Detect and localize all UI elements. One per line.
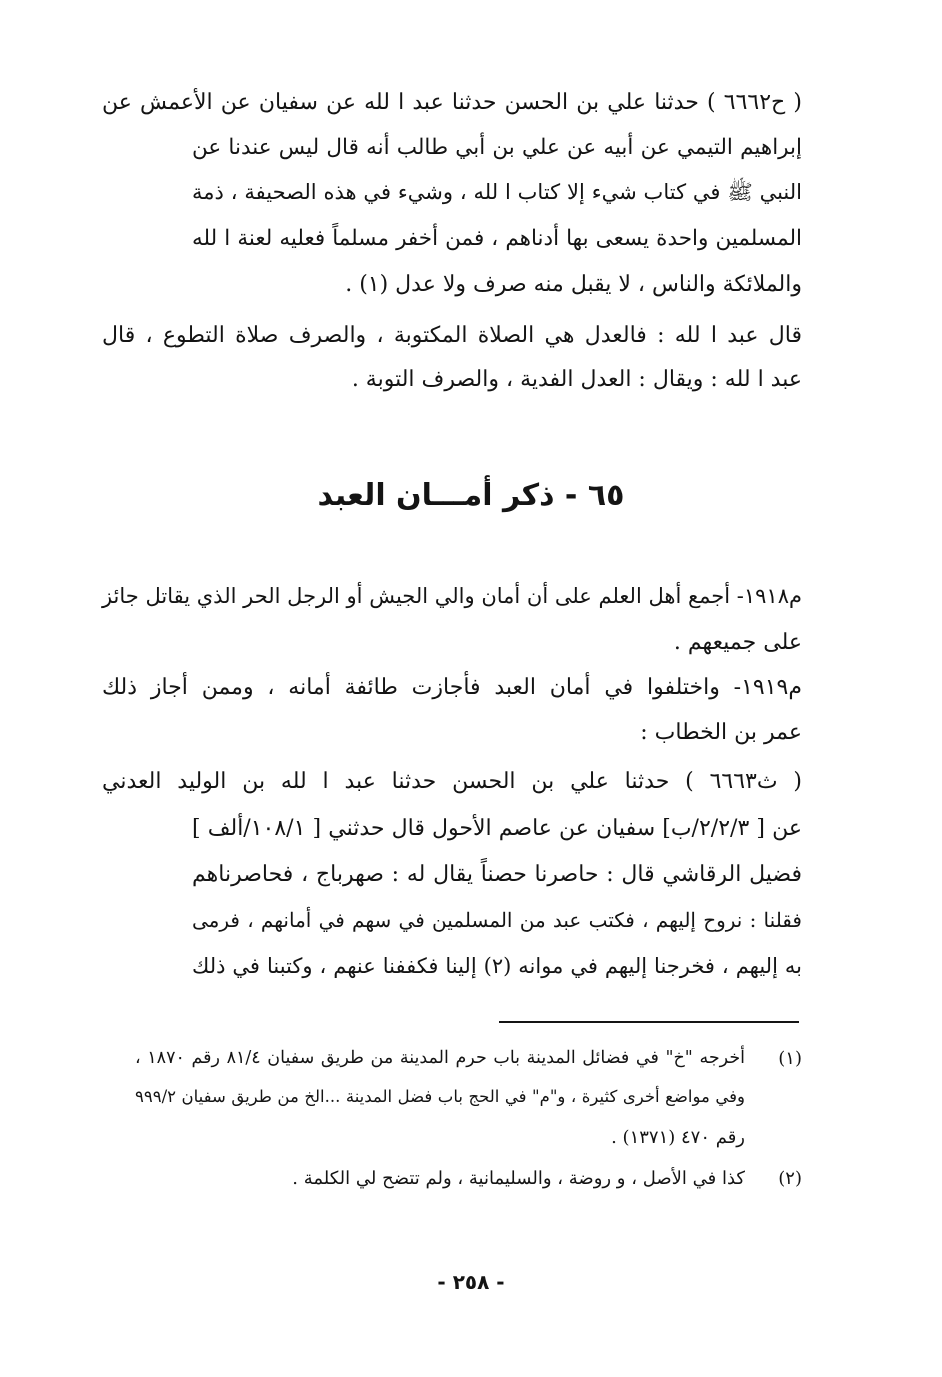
text-line: فضيل الرقاشي قال : حاصرنا حصناً يقال له : صهرباج ، فحاصرناهم bbox=[192, 862, 802, 887]
text-line: النبي ﷺ في كتاب شيء إلا كتاب ا لله ، وشيء في هذه الصحيفة ، ذمة bbox=[192, 180, 802, 204]
text-line: والملائكة والناس ، لا يقبل منه صرف ولا عدل (١) . bbox=[345, 272, 802, 297]
footnote-line: رقم ٤٧٠ (١٣٧١) . bbox=[611, 1127, 745, 1148]
text-line: عبد ا لله : ويقال : العدل الفدية ، والصرف التوبة . bbox=[351, 367, 802, 392]
text-line: إبراهيم التيمي عن أبيه عن علي بن أبي طالب أنه قال ليس عندنا عن bbox=[192, 135, 802, 160]
text-line: المسلمين واحدة يسعى بها أدناهم ، فمن أخفر مسلماً فعليه لعنة ا لله bbox=[192, 226, 802, 251]
footnote-number: (٢) bbox=[778, 1168, 802, 1189]
text-line: قال عبد ا لله : فالعدل هي الصلاة المكتوبة ، والصرف صلاة التطوع ، قال bbox=[102, 323, 802, 348]
footnote-line: كذا في الأصل ، و روضة ، والسليمانية ، ولم تتضح لي الكلمة . bbox=[292, 1168, 745, 1189]
text-line: ( ح٦٦٦٢ ) حدثنا علي بن الحسن حدثنا عبد ا لله عن سفيان عن الأعمش عن bbox=[102, 90, 802, 115]
text-line: عمر بن الخطاب : bbox=[640, 720, 802, 745]
text-line: م١٩١٨- أجمع أهل العلم على أن أمان والي الجيش أو الرجل الحر الذي يقاتل جائز bbox=[101, 584, 802, 608]
page-number: - ٢٥٨ - bbox=[437, 1270, 505, 1294]
text-line: به إليهم ، فخرجنا إليهم في موانه (٢) إلينا فكففنا عنهم ، وكتبنا في ذلك bbox=[192, 954, 803, 978]
text-line: على جميعهم . bbox=[673, 630, 802, 655]
section-heading: ٦٥ - ذكر أمـــان العبد bbox=[317, 478, 625, 513]
text-line: م١٩١٩- واختلفوا في أمان العبد فأجازت طائفة أمانه ، وممن أجاز ذلك bbox=[102, 675, 802, 700]
footnote-line: أخرجه "خ" في فضائل المدينة باب حرم المدينة من طريق سفيان ٨١/٤ رقم ١٨٧٠ ، bbox=[135, 1048, 746, 1068]
footnote-number: (١) bbox=[778, 1048, 802, 1069]
footnote-divider bbox=[499, 1021, 799, 1023]
text-line: فقلنا : نروح إليهم ، فكتب عبد من المسلمين في سهم في أمانهم ، فرمى bbox=[192, 908, 802, 932]
text-line: ( ث٦٦٦٣ ) حدثنا علي بن الحسن حدثنا عبد ا لله بن الوليد العدني bbox=[102, 769, 802, 794]
text-line: عن [ ٢/٢/٣/ب] سفيان عن عاصم الأحول قال حدثني [ ١٠٨/١/ألف ] bbox=[192, 816, 803, 841]
footnote-line: وفي مواضع أخرى كثيرة ، و"م" في الحج باب فضل المدينة ...الخ من طريق سفيان ٩٩٩/٢ bbox=[135, 1087, 745, 1106]
